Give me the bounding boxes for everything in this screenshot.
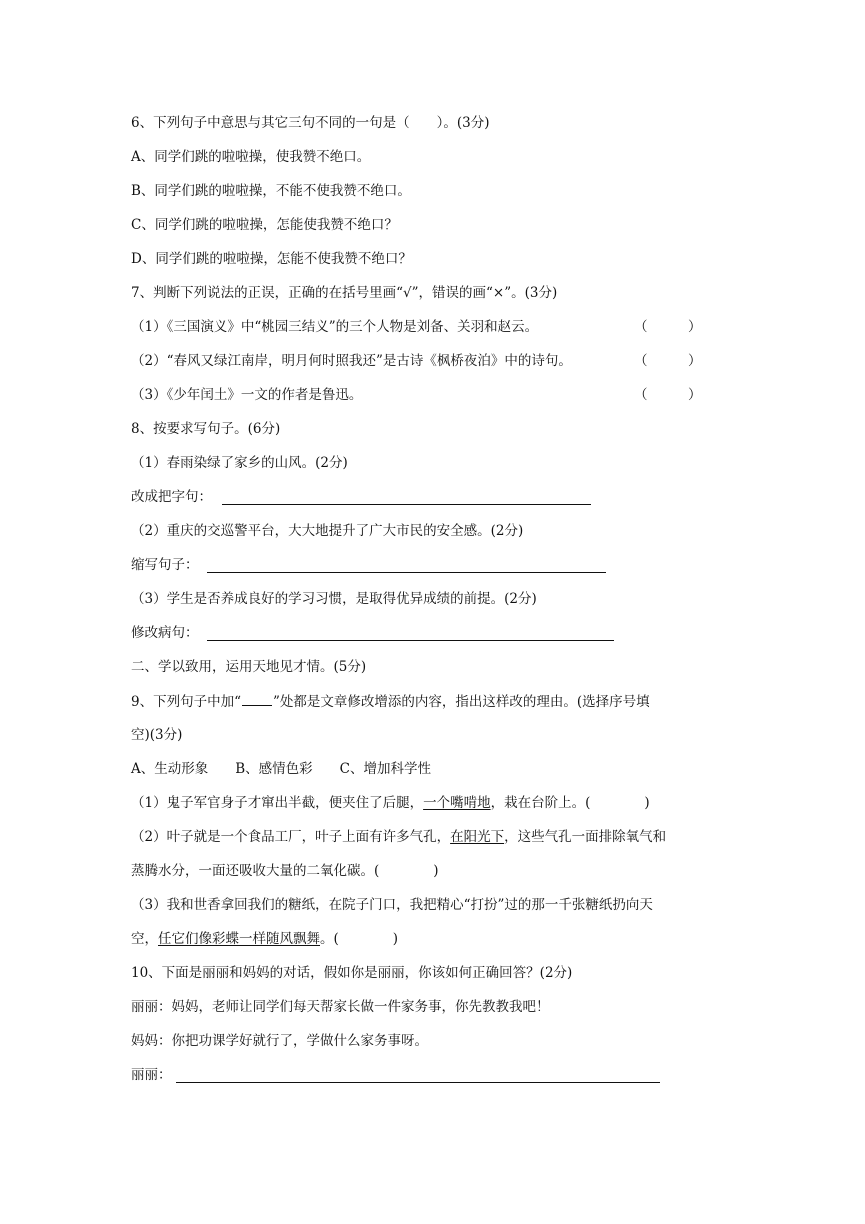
q10-stem: 10、下面是丽丽和妈妈的对话，假如你是丽丽，你该如何正确回答？(2分) bbox=[131, 965, 573, 981]
q8-sentence-2: （2）重庆的交巡警平台，大大地提升了广大市民的安全感。(2分) bbox=[131, 523, 524, 539]
q8-sentence-1: （1）春雨染绿了家乡的山风。(2分) bbox=[131, 455, 348, 471]
q6-option-d: D、同学们跳的啦啦操，怎能不使我赞不绝口？ bbox=[131, 251, 412, 267]
q9-item-3-cont bbox=[131, 929, 398, 949]
q9-item-2-underlined: 在阳光下 bbox=[450, 829, 505, 845]
q8-label-1: 改成把字句： bbox=[131, 489, 212, 505]
q7-item-1-answer: （ ） bbox=[634, 319, 702, 335]
q9-stem-part-a: 9、下列句子中加“ bbox=[131, 694, 241, 710]
q9-stem-cont: 空)(3分) bbox=[131, 727, 183, 743]
q8-sentence-3: （3）学生是否养成良好的学习习惯，是取得优异成绩的前提。(2分) bbox=[131, 591, 537, 607]
q6-option-b: B、同学们跳的啦啦操，不能不使我赞不绝口。 bbox=[131, 183, 411, 199]
q9-item-1 bbox=[131, 793, 650, 813]
q8-answer-line-2[interactable] bbox=[207, 572, 606, 573]
q7-item-3: （3）《少年闰土》一文的作者是鲁迅。 bbox=[131, 387, 363, 403]
q9-options: A、生动形象 B、感情色彩 C、增加科学性 bbox=[131, 761, 431, 777]
q7-stem: 7、判断下列说法的正误，正确的在括号里画“√”，错误的画“×”。(3分) bbox=[131, 285, 558, 301]
q6-option-a: A、同学们跳的啦啦操，使我赞不绝口。 bbox=[131, 149, 371, 165]
q9-item-3-prefix: 空， bbox=[131, 931, 158, 947]
q10-dialogue-1: 丽丽：妈妈，老师让同学们每天帮家长做一件家务事，你先教教我吧！ bbox=[131, 999, 550, 1015]
q9-item-2 bbox=[131, 827, 666, 847]
q9-item-3-underlined: 任它们像彩蝶一样随风飘舞 bbox=[158, 931, 320, 947]
q6-option-c: C、同学们跳的啦啦操，怎能使我赞不绝口？ bbox=[131, 217, 398, 233]
q8-answer-line-1[interactable] bbox=[222, 504, 591, 505]
q9-item-1-tail: ，栽在台阶上。( ) bbox=[490, 795, 650, 811]
q10-label-answer: 丽丽： bbox=[131, 1067, 172, 1083]
q9-item-3-tail: 。( ) bbox=[320, 931, 399, 947]
q8-label-2: 缩写句子： bbox=[131, 557, 199, 573]
q9-stem-underline-sample bbox=[242, 691, 272, 706]
q8-answer-line-3[interactable] bbox=[207, 640, 614, 641]
section-2-heading: 二、学以致用，运用天地见才情。(5分) bbox=[131, 659, 367, 675]
q7-item-2: （2）“春风又绿江南岸，明月何时照我还”是古诗《枫桥夜泊》中的诗句。 bbox=[131, 353, 572, 369]
q7-item-3-answer: （ ） bbox=[634, 387, 702, 403]
q8-stem: 8、按要求写句子。(6分) bbox=[131, 421, 281, 437]
q6-stem: 6、下列句子中意思与其它三句不同的一句是（ ）。(3分) bbox=[131, 115, 490, 131]
q7-item-2-answer: （ ） bbox=[634, 353, 702, 369]
q9-item-1-text: （1）鬼子军官身子才窜出半截，便夹住了后腿， bbox=[131, 795, 424, 811]
q9-item-1-underlined: 一个嘴啃地 bbox=[423, 795, 491, 811]
q8-label-3: 修改病句： bbox=[131, 625, 199, 641]
q9-item-2-cont: 蒸腾水分，一面还吸收大量的二氧化碳。( ) bbox=[131, 863, 439, 879]
q9-item-2-text: （2）叶子就是一个食品工厂，叶子上面有许多气孔， bbox=[131, 829, 451, 845]
q9-stem bbox=[131, 691, 650, 712]
q10-answer-line[interactable] bbox=[176, 1082, 660, 1083]
q10-dialogue-2: 妈妈：你把功课学好就行了，学做什么家务事呀。 bbox=[131, 1033, 428, 1049]
q9-item-2-tail: ，这些气孔一面排除氧气和 bbox=[504, 829, 667, 845]
q9-item-3: （3）我和世香拿回我们的糖纸，在院子门口，我把精心“打扮”过的那一千张糖纸扔向天 bbox=[131, 897, 653, 913]
q9-stem-part-b: ”处都是文章修改增添的内容，指出这样改的理由。(选择序号填 bbox=[273, 694, 650, 710]
q7-item-1: （1）《三国演义》中“桃园三结义”的三个人物是刘备、关羽和赵云。 bbox=[131, 319, 539, 335]
